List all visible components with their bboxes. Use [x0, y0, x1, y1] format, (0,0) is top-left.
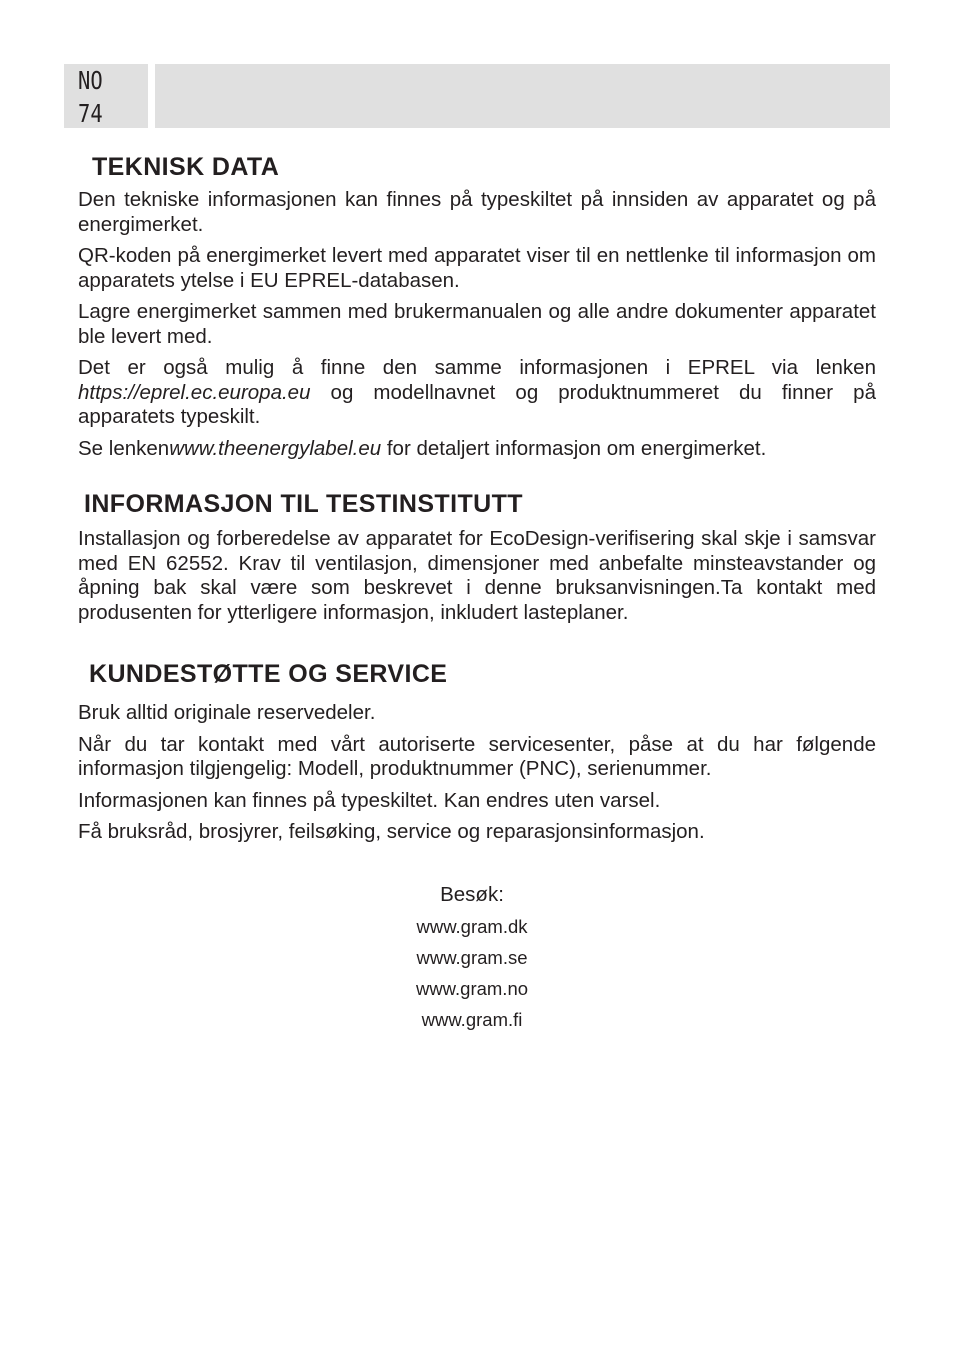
paragraph: QR-koden på energimerket levert med apparatet viser til en nettlenke til informasjon om apparatets ytelse i EU EPREL-databasen.	[78, 244, 876, 292]
section-title-teknisk-data: TEKNISK DATA	[92, 153, 280, 181]
language-code: NO	[78, 66, 103, 95]
text: for detaljert informasjon om energimerket.	[381, 436, 767, 460]
text: Se lenken	[78, 436, 170, 460]
paragraph: Bruk alltid originale reservedeler.	[78, 701, 376, 724]
visit-label: Besøk:	[440, 882, 504, 906]
section-title-kundestotte: KUNDESTØTTE OG SERVICE	[89, 660, 448, 688]
page-number: 74	[78, 99, 103, 128]
header-language-box	[64, 64, 148, 128]
paragraph-eprel	[78, 356, 876, 430]
paragraph: Installasjon og forberedelse av apparatet for EcoDesign-verifisering skal skje i samsvar med EN 62552. Krav til ventilasjon, dimensjoner med anbefalte minsteavstander og åpning bak skal være som beskrevet i denne bruksanvisningen.Ta kontakt med produsenten for ytterligere informasjon, inkludert lasteplaner.	[78, 527, 876, 624]
paragraph-energylabel	[78, 437, 876, 462]
text: Det er også mulig å finne den samme informasjonen i EPREL via lenken	[78, 356, 876, 379]
url-gram-no[interactable]: www.gram.no	[415, 978, 529, 999]
paragraph: Få bruksråd, brosjyrer, feilsøking, service og reparasjonsinformasjon.	[78, 820, 705, 843]
energylabel-link[interactable]: www.theenergylabel.eu	[169, 436, 382, 460]
paragraph: Når du tar kontakt med vårt autoriserte servicesenter, påse at du har følgende informasjon tilgjengelig: Modell, produktnummer (PNC), serienummer.	[78, 732, 876, 780]
header-bar	[155, 64, 890, 128]
eprel-link[interactable]: https://eprel.ec.europa.eu	[78, 380, 311, 404]
section-title-testinstitutt: INFORMASJON TIL TESTINSTITUTT	[84, 490, 523, 518]
paragraph: Den tekniske informasjonen kan finnes på typeskiltet på innsiden av apparatet og på energimerket.	[78, 188, 876, 236]
url-gram-se[interactable]: www.gram.se	[416, 947, 528, 968]
paragraph: Lagre energimerket sammen med brukermanualen og alle andre dokumenter apparatet ble levert med.	[78, 300, 876, 348]
visit-block	[68, 883, 876, 1036]
text: og modellnavnet og produktnummeret du finner på apparatets typeskilt.	[78, 380, 876, 428]
paragraph: Informasjonen kan finnes på typeskiltet. Kan endres uten varsel.	[78, 788, 661, 812]
document-body	[78, 150, 876, 1035]
url-gram-fi[interactable]: www.gram.fi	[421, 1009, 523, 1030]
url-gram-dk[interactable]: www.gram.dk	[416, 916, 528, 937]
